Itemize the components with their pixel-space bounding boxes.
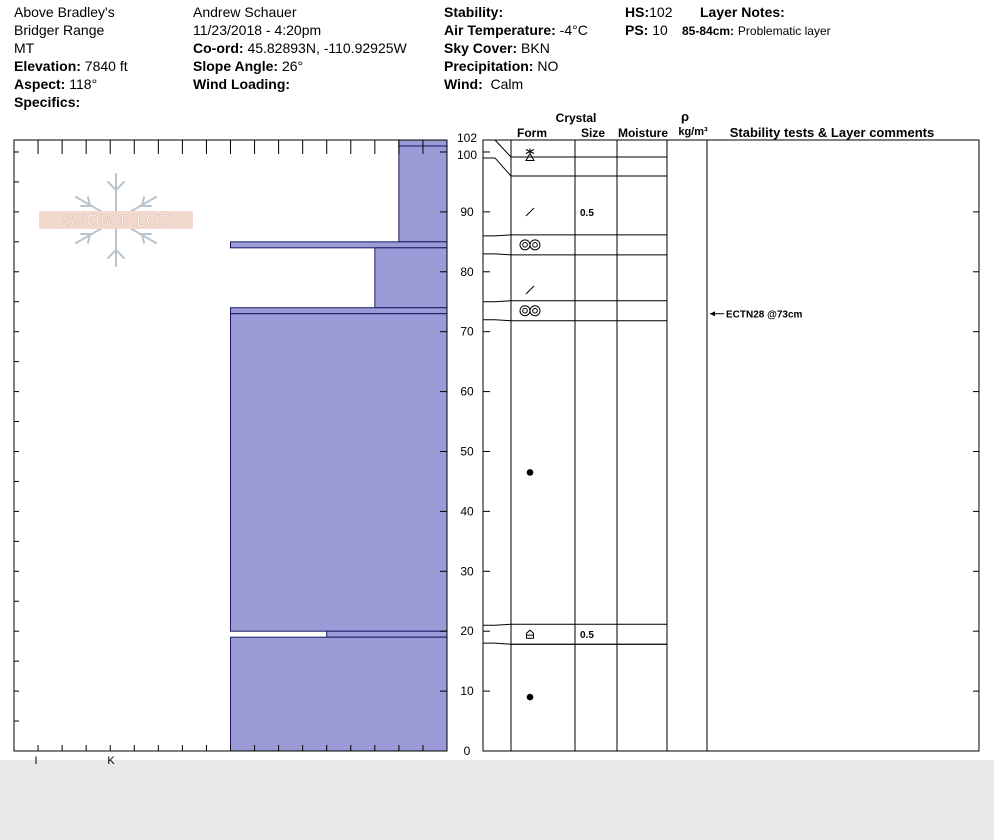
grain-form-icon [520,240,530,250]
grain-layer-row [520,306,540,316]
grain-connector [483,140,511,157]
height-axis-label: 20 [460,624,474,639]
grain-layer-row [527,630,534,638]
comments-header: Stability tests & Layer comments [729,125,935,140]
height-axis-label: 0 [463,744,471,758]
height-axis-label: 100 [456,147,478,162]
sky-value: BKN [521,40,550,56]
grain-form-icon [530,306,540,316]
form-header: Form [517,126,547,140]
grain-form-icon [526,149,534,155]
grain-form-icon [533,243,538,248]
height-axis-label: 80 [460,264,474,279]
hs-label: HS: [625,4,650,20]
density-symbol: ρ [680,109,690,124]
grain-form-icon [530,240,540,250]
grain-connector [483,624,511,625]
sky-label: Sky Cover: [444,40,518,56]
size-header: Size [580,126,606,140]
wind-label: Wind: [444,76,483,92]
precip-value: NO [537,58,559,74]
specifics-label: Specifics: [14,94,81,110]
logo-text: SNOW PILOT [62,211,170,230]
hardness-layer [327,631,447,637]
wind-loading-label: Wind Loading: [193,76,291,92]
layer-note-text: Problematic layer [737,24,831,38]
aspect-label: Aspect: [14,76,66,92]
height-axis-label: 10 [460,684,474,699]
moisture-header: Moisture [617,126,669,140]
height-axis-label: 102 [456,131,478,145]
air-temp-value: -4°C [559,22,588,38]
layer-note-range: 85-84cm: [682,24,735,38]
elevation-label: Elevation: [14,58,81,74]
grain-connector [483,254,511,255]
state-name: MT [14,40,35,56]
grain-connector [483,643,511,644]
grain-form-icon [523,243,528,248]
grain-size-value: 0.5 [580,630,594,642]
grain-connector [483,320,511,321]
wind-value: Calm [490,76,524,92]
air-temp-label: Air Temperature: [444,22,556,38]
coord-value: 45.82893N, -110.92925W [247,40,407,56]
height-axis-label: 60 [460,384,474,399]
grain-layer-row [526,208,534,216]
hardness-layer [231,314,448,631]
density-unit: kg/m³ [678,126,708,138]
height-axis-label: 90 [460,204,474,219]
hardness-label: I [34,755,38,767]
grain-form-icon [526,208,534,216]
grain-layer-row [527,469,534,476]
grain-form-icon [527,630,534,638]
grain-connector [483,235,511,236]
grain-connector [483,158,511,176]
height-axis-label: 30 [460,564,474,579]
height-axis-label: 70 [460,324,474,339]
grain-size-value: 0.5 [580,208,594,219]
elevation-value: 7840 ft [84,58,128,74]
ps-value: 10 [652,22,668,38]
crystal-header: Crystal [555,111,597,125]
ps-label: PS: [625,22,649,38]
hardness-layer [231,242,448,248]
hardness-label: K [107,755,115,767]
grain-form-icon [527,694,534,701]
location-name: Above Bradley's [14,4,115,20]
stability-test-arrowhead [710,311,715,316]
aspect-value: 118° [69,76,98,92]
slope-label: Slope Angle: [193,58,279,74]
hs-value: 102 [649,4,673,20]
stability-label: Stability: [444,4,504,20]
grain-form-icon [520,306,530,316]
precip-label: Precipitation: [444,58,534,74]
range-name: Bridger Range [14,22,105,38]
grain-layer-row [526,286,534,294]
hardness-layer [231,308,448,314]
coord-label: Co-ord: [193,40,244,56]
grain-connector [483,301,511,302]
hardness-layer [231,637,448,751]
slope-value: 26° [281,58,304,74]
observation-datetime: 11/23/2018 - 4:20pm [193,22,322,38]
height-axis-label: 50 [460,444,474,459]
grain-layer-row [526,149,534,161]
grain-layer-row [520,240,540,250]
grain-form-icon [523,308,528,313]
hardness-layer [399,146,447,242]
layer-notes-label: Layer Notes: [700,4,785,20]
hardness-layer [375,248,447,308]
height-axis-label: 40 [460,504,474,519]
grain-layer-row [527,694,534,701]
observer-name: Andrew Schauer [193,4,297,20]
grain-form-icon [527,469,534,476]
grain-form-icon [526,286,534,294]
stability-test-result: ECTN28 @73cm [726,309,803,321]
grain-form-icon [533,308,538,313]
grain-table-frame [483,140,979,751]
